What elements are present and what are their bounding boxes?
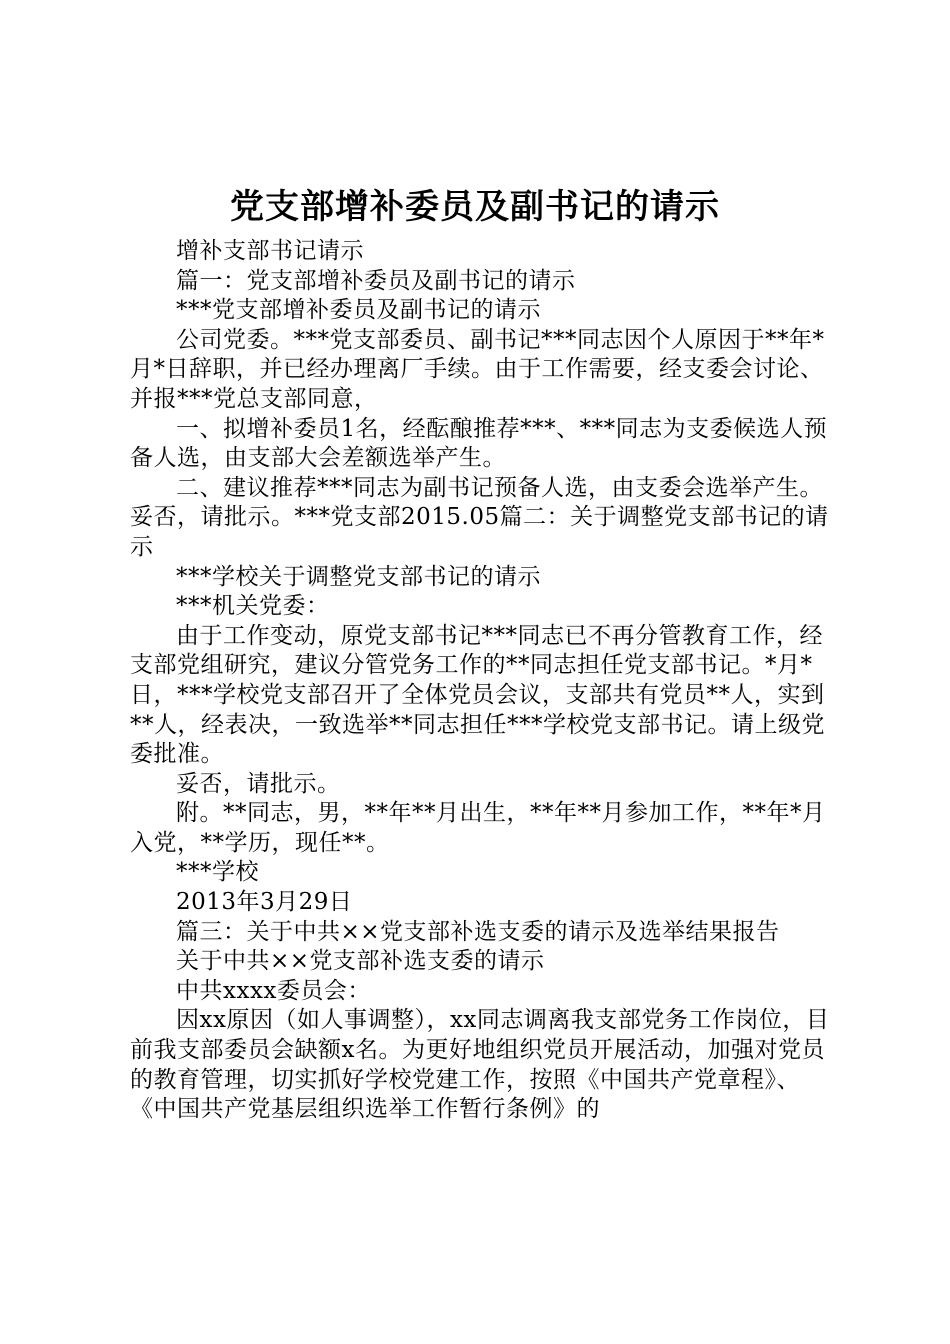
paragraph: ***学校 — [176, 859, 259, 886]
paragraph: 因xx原因（如人事调整），xx同志调离我支部党务工作岗位，目前我支部委员会缺额x名。为更好地组织党员开展活动，加强对党员的教育管理，切实抓好学校党建工作，按照《中国共产党章程》、《中国共产党基层组织选举工作暂行条例》的 — [130, 1007, 830, 1123]
paragraph: ***党支部增补委员及副书记的请示 — [176, 297, 541, 324]
paragraph: 公司党委。***党支部委员、副书记***同志因个人原因于**年*月*日辞职，并已经办理离厂手续。由于工作需要，经支委会讨论、并报***党总支部同意， — [130, 326, 825, 412]
paragraph: ***机关党委： — [176, 593, 330, 620]
paragraph: 增补支部书记请示 — [176, 238, 364, 264]
paragraph: 一、拟增补委员1名，经酝酿推荐***、***同志为支委候选人预备人选，由支部大会差额选举产生。 — [130, 415, 828, 472]
paragraph: 由于工作变动，原党支部书记***同志已不再分管教育工作，经支部党组研究，建议分管党务工作的**同志担任党支部书记。*月*日，***学校党支部召开了全体党员会议，支部共有党员**人，实到**人，经表决，一致选举**同志担任***学校党支部书记。请上级党委批准。 — [130, 622, 825, 768]
paragraph: 中共xxxx委员会： — [176, 977, 371, 1004]
paragraph: 附。**同志，男，**年**月出生，**年**月参加工作，**年*月入党，**学历，现任**。 — [130, 800, 826, 856]
document-body — [130, 237, 835, 1125]
paragraph: 篇一：党支部增补委员及副书记的请示 — [176, 267, 576, 294]
paragraph: 2013年3月29日 — [176, 889, 353, 916]
paragraph: 篇三：关于中共××党支部补选支委的请示及选举结果报告 — [176, 918, 780, 945]
paragraph: 妥否，请批示。 — [176, 770, 341, 797]
paragraph: 关于中共××党支部补选支委的请示 — [176, 948, 545, 975]
paragraph: ***学校关于调整党支部书记的请示 — [176, 563, 541, 590]
document-title: 党支部增补委员及副书记的请示 — [230, 187, 720, 227]
paragraph: 二、建议推荐***同志为副书记预备人选，由支委会选举产生。妥否，请批示。***党支部2015.05篇二：关于调整党支部书记的请示 — [130, 474, 829, 560]
